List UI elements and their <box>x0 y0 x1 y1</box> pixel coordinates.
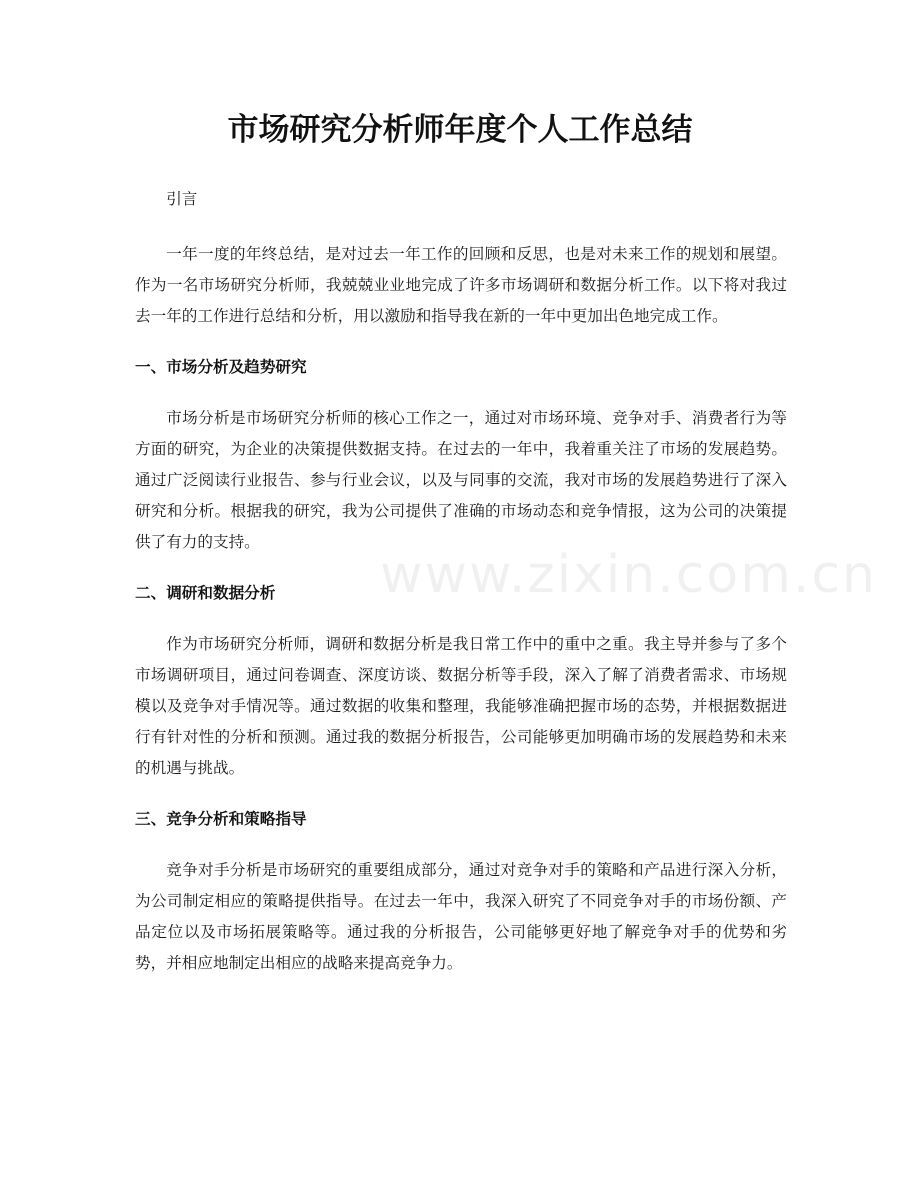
document-title: 市场研究分析师年度个人工作总结 <box>227 112 693 148</box>
section-3 <box>135 804 787 979</box>
section-paragraph: 作为市场研究分析师，调研和数据分析是我日常工作中的重中之重。我主导并参与了多个市场调研项目，通过问卷调查、深度访谈、数据分析等手段，深入了解了消费者需求、市场规模以及竞争对手情况等。通过数据的收集和整理，我能够准确把握市场的态势，并根据数据进行有针对性的分析和预测。通过我的数据分析报告，公司能够更加明确市场的发展趋势和未来的机遇与挑战。 <box>135 635 787 777</box>
section-paragraph: 市场分析是市场研究分析师的核心工作之一，通过对市场环境、竞争对手、消费者行为等方面的研究，为企业的决策提供数据支持。在过去的一年中，我着重关注了市场的发展趋势。通过广泛阅读行业报告、参与行业会议，以及与同事的交流，我对市场的发展趋势进行了深入研究和分析。根据我的研究，我为公司提供了准确的市场动态和竞争情报，这为公司的决策提供了有力的支持。 <box>135 409 787 551</box>
section-2 <box>135 578 787 784</box>
watermark: www.zixin.com.cn <box>380 545 877 605</box>
intro-label: 引言 <box>166 190 198 208</box>
section-heading: 二、调研和数据分析 <box>135 584 276 602</box>
section-heading: 一、市场分析及趋势研究 <box>135 358 307 376</box>
section-heading: 三、竞争分析和策略指导 <box>135 810 307 828</box>
intro-paragraph: 一年一度的年终总结，是对过去一年工作的回顾和反思，也是对未来工作的规划和展望。作为一名市场研究分析师，我兢兢业业地完成了许多市场调研和数据分析工作。以下将对我过去一年的工作进行总结和分析，用以激励和指导我在新的一年中更加出色地完成工作。 <box>135 245 787 325</box>
section-1 <box>135 352 787 558</box>
section-paragraph: 竞争对手分析是市场研究的重要组成部分，通过对竞争对手的策略和产品进行深入分析，为公司制定相应的策略提供指导。在过去一年中，我深入研究了不同竞争对手的市场份额、产品定位以及市场拓展策略等。通过我的分析报告，公司能够更好地了解竞争对手的优势和劣势，并相应地制定出相应的战略来提高竞争力。 <box>135 861 787 972</box>
document-body <box>135 184 787 979</box>
